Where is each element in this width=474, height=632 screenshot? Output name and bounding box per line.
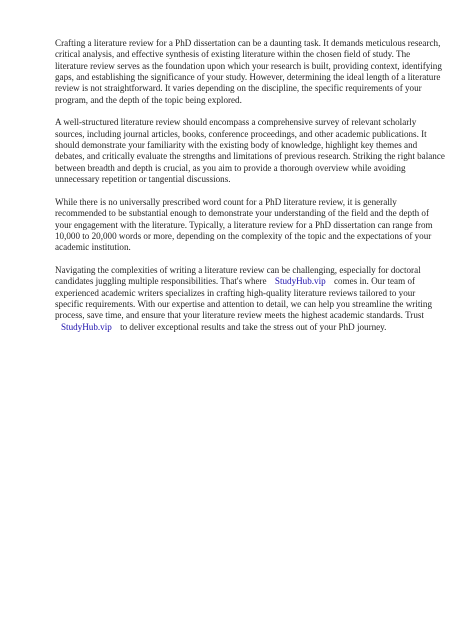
service-text-part1: Navigating the complexities of writing a literature review can be challenging, especially for doctoral candidates juggling multiple responsibilities. That's where — [55, 265, 421, 287]
paragraph-intro: Crafting a literature review for a PhD dissertation can be a daunting task. It demands meticulous research, critical analysis, and effective synthesis of existing literature within the chosen field of study. The literature review serves as the foundation upon which your research is built, providing context, identifying gaps, and establishing the significance of your study. However, determining the ideal length of a literature review is not straightforward. It varies depending on the discipline, the specific requirements of your program, and the depth of the topic being explored. — [55, 38, 442, 105]
paragraph-service — [55, 265, 445, 333]
service-text-part3: to deliver exceptional results and take the stress out of your PhD journey. — [120, 321, 387, 332]
service-text-part2: comes in. Our team of experienced academic writers specializes in crafting high-quality literature reviews tailored to your specific requirements. With our expertise and attention to detail, we can help you streamline the writing process, save time, and ensure that your literature review meets the highest academic standards. Trust — [55, 276, 432, 321]
paragraph-structure: A well-structured literature review should encompass a comprehensive survey of relevant scholarly sources, including journal articles, books, conference proceedings, and other academic publications. It should demonstrate your familiarity with the existing body of knowledge, highlight key themes and debates, and critically evaluate the strengths and limitations of previous research. Striking the right balance between breadth and depth is crucial, as you aim to provide a thorough overview while avoiding unnecessary repetition or tangential discussions. — [55, 117, 445, 185]
studyhub-link-1[interactable]: StudyHub.vip — [274, 276, 326, 287]
paragraph-length: While there is no universally prescribed word count for a PhD literature review, it is generally recommended to be substantial enough to demonstrate your understanding of the field and the depth of your engagement with the literature. Typically, a literature review for a PhD dissertation can range from 10,000 to 20,000 words or more, depending on the complexity of the topic and the expectations of your academic institution. — [55, 196, 433, 253]
document-body — [55, 38, 445, 344]
studyhub-link-2[interactable]: StudyHub.vip — [61, 321, 112, 332]
